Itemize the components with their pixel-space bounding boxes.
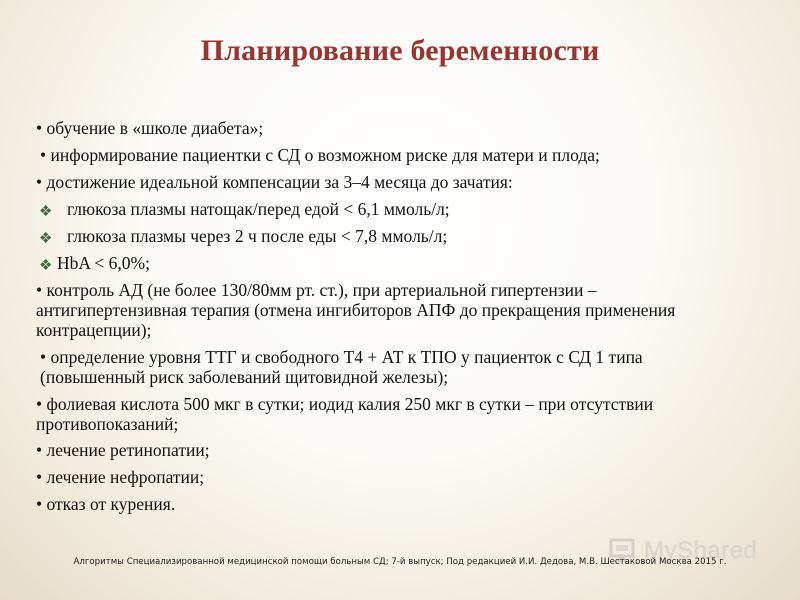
bullet-marker: • [36, 280, 43, 300]
footer-citation: Алгоритмы Специализированной медицинской помощи больным СД; 7-й выпуск; Под редакцией И.И. Дедова, М.В. Шестаковой Москва 2015 г. [73, 557, 727, 567]
bullet-marker: • [40, 145, 47, 165]
list-item-text: глюкоза плазмы через 2 ч после еды < 7,8 ммоль/л; [67, 226, 448, 246]
content-list [36, 118, 736, 515]
list-item-text: достижение идеальной компенсации за 3–4 месяца до зачатия: [42, 172, 513, 192]
list-item-text: фолиевая кислота 500 мкг в сутки; иодид калия 250 мкг в сутки – при отсутствии противопоказаний; [36, 394, 654, 434]
list-item [36, 394, 736, 434]
bullet-marker: • [36, 494, 43, 514]
list-item-text: HbA < 6,0%; [57, 253, 150, 273]
list-item-text: отказ от курения. [42, 494, 176, 514]
bullet-marker: • [36, 172, 43, 192]
list-item [36, 226, 736, 247]
list-item-text: информирование пациентки с СД о возможном риске для матери и плода; [46, 145, 600, 165]
bullet-marker: • [36, 467, 43, 487]
list-item [36, 199, 736, 220]
list-item [36, 347, 736, 387]
watermark-text: MyShared [644, 537, 758, 564]
bullet-marker: • [36, 440, 43, 460]
diamond-bullet-icon: ❖ [39, 231, 53, 247]
slide-title: Планирование беременности [200, 34, 600, 67]
bullet-marker: • [36, 394, 43, 414]
list-item-text: определение уровня ТТГ и свободного Т4 + АТ к ТПО у пациенток с СД 1 типа (повышенный риск заболеваний щитовидной железы); [40, 347, 643, 387]
bullet-marker: • [36, 118, 43, 138]
bullet-marker: • [40, 347, 47, 367]
list-item [36, 467, 736, 488]
list-item [36, 118, 736, 139]
list-item-text: обучение в «школе диабета»; [42, 118, 264, 138]
diamond-bullet-icon: ❖ [39, 204, 53, 220]
list-item-text: лечение нефропатии; [42, 467, 205, 487]
list-item [36, 253, 736, 274]
list-item [36, 145, 736, 166]
list-item-text: глюкоза плазмы натощак/перед едой < 6,1 ммоль/л; [67, 199, 450, 219]
list-item [36, 280, 736, 340]
list-item [36, 440, 736, 461]
list-item [36, 494, 736, 515]
list-item [36, 172, 736, 193]
list-item-text: контроль АД (не более 130/80мм рт. ст.), при артериальной гипертензии – антигипертензивная терапия (отмена ингибиторов АПФ до прекращения применения контрацепции); [36, 280, 676, 340]
diamond-bullet-icon: ❖ [39, 258, 53, 274]
list-item-text: лечение ретинопатии; [42, 440, 210, 460]
